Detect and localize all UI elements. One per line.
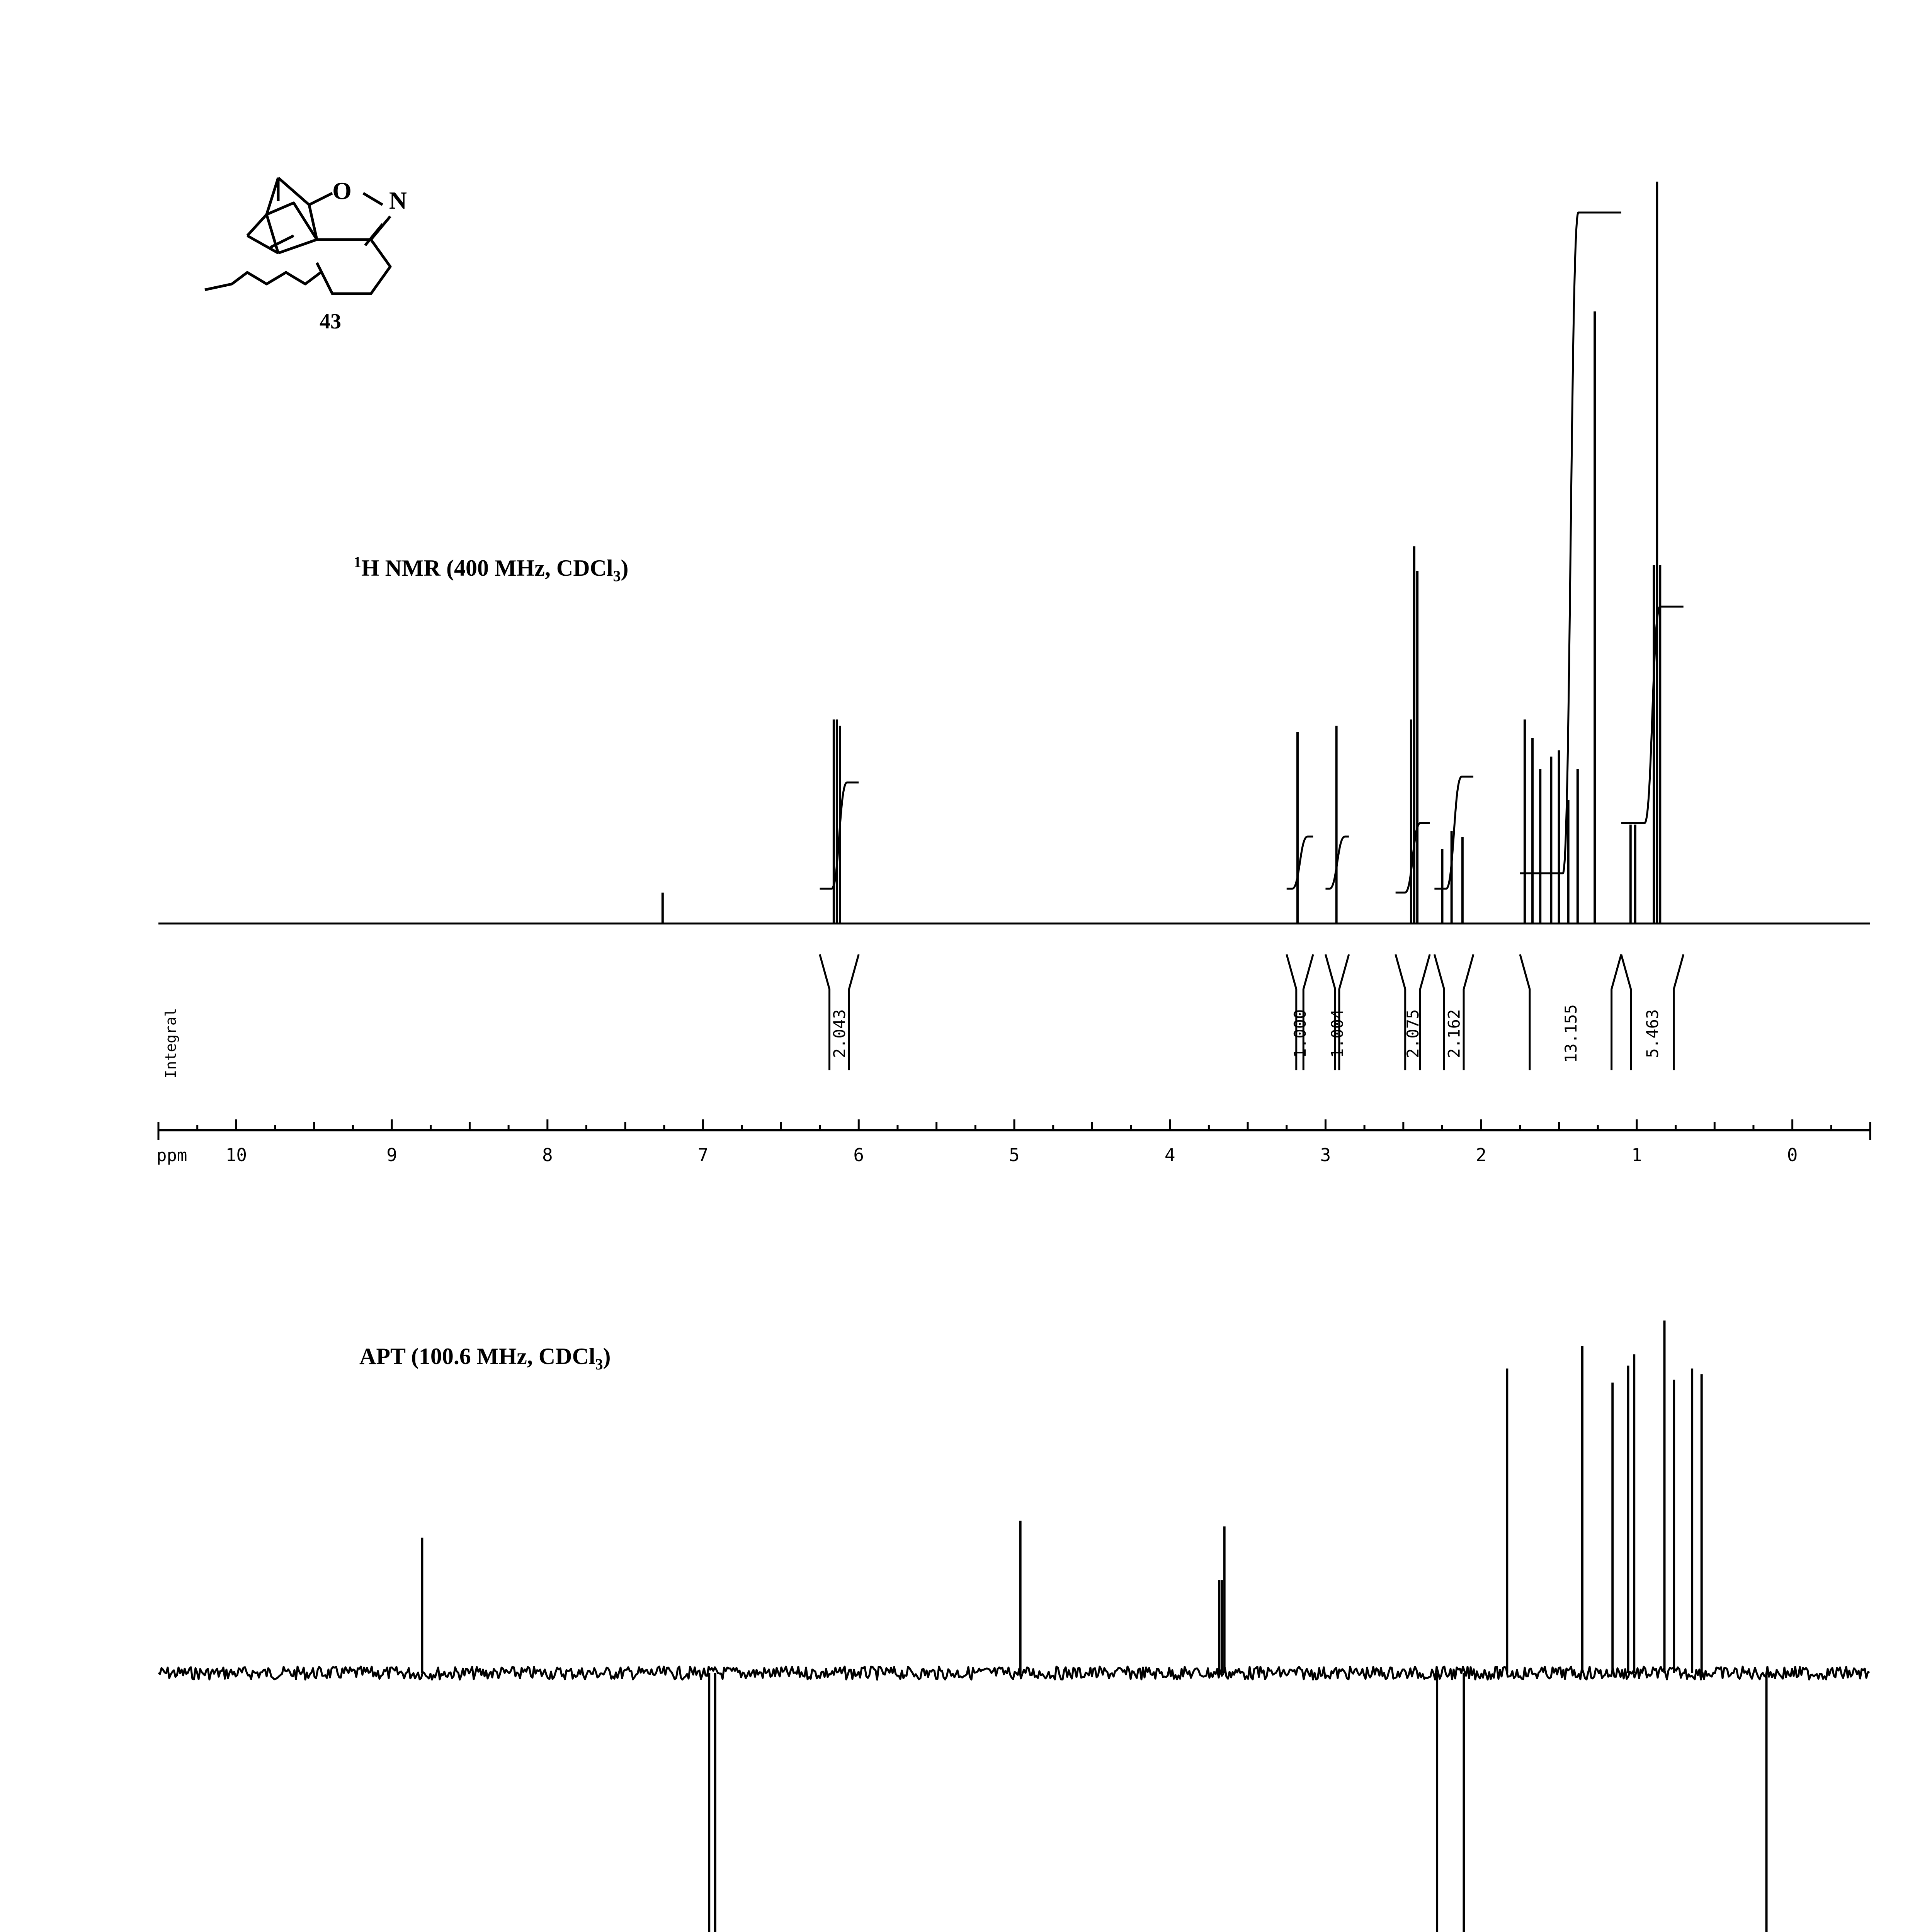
tick-label: 6 (853, 1145, 864, 1165)
c-o-bond (309, 193, 332, 205)
h-nmr-title-main: H NMR (400 MHz, CDCl (361, 555, 613, 581)
apt-title-sub: 3 (595, 1355, 603, 1373)
molecule-structure (205, 178, 390, 294)
integration-curve (1434, 777, 1473, 889)
integration-curve (1621, 607, 1684, 823)
bridge-bond (247, 214, 267, 236)
tick-label: 3 (1320, 1145, 1331, 1165)
tick-label: 1 (1631, 1145, 1642, 1165)
bridge-right (278, 178, 309, 205)
integral-value: 2.043 (830, 1009, 849, 1058)
h-nmr-title-end: ) (621, 555, 629, 581)
tick-label: 2 (1476, 1145, 1487, 1165)
integration-curve (1520, 213, 1621, 873)
h-nmr-title-sup: 1 (354, 553, 361, 571)
integral-axis-label: Integral (162, 1008, 179, 1079)
cyclopentane (317, 240, 390, 294)
apt-title (359, 1344, 611, 1373)
integration-curve (1287, 837, 1313, 889)
apt-spectrum (158, 1321, 1869, 1932)
apt-title-main: APT (100.6 MHz, CDCl (359, 1344, 595, 1369)
h-nmr-title (354, 553, 629, 585)
tick-label: 8 (542, 1145, 553, 1165)
tick-label: 10 (225, 1145, 247, 1165)
h-nmr-spectrum (158, 182, 1870, 923)
tick-label: 7 (697, 1145, 709, 1165)
tick-label: 9 (386, 1145, 397, 1165)
h-nmr-title-sub: 3 (613, 567, 621, 585)
pentyl-chain (205, 272, 321, 290)
tick-label: 4 (1164, 1145, 1175, 1165)
integral-value: 2.075 (1403, 1009, 1422, 1058)
integral-value: 2.162 (1444, 1009, 1464, 1058)
atom-n-label: N (389, 187, 407, 214)
compound-number: 43 (320, 310, 341, 333)
tick-label: 5 (1009, 1145, 1020, 1165)
h-nmr-ppm-label: ppm (156, 1146, 187, 1165)
o-n-bond (363, 193, 383, 205)
integral-value: 5.463 (1643, 1009, 1662, 1058)
h-nmr-integrals (820, 213, 1684, 1070)
integral-value: 1.000 (1291, 1009, 1310, 1058)
apt-title-end: ) (603, 1344, 611, 1369)
tick-label: 0 (1787, 1145, 1798, 1165)
integral-value: 13.155 (1561, 1004, 1580, 1063)
atom-o-label: O (332, 177, 352, 204)
integration-curve (1396, 823, 1430, 893)
integral-value: 1.004 (1328, 1009, 1347, 1058)
h-nmr-axis (158, 1119, 1870, 1165)
